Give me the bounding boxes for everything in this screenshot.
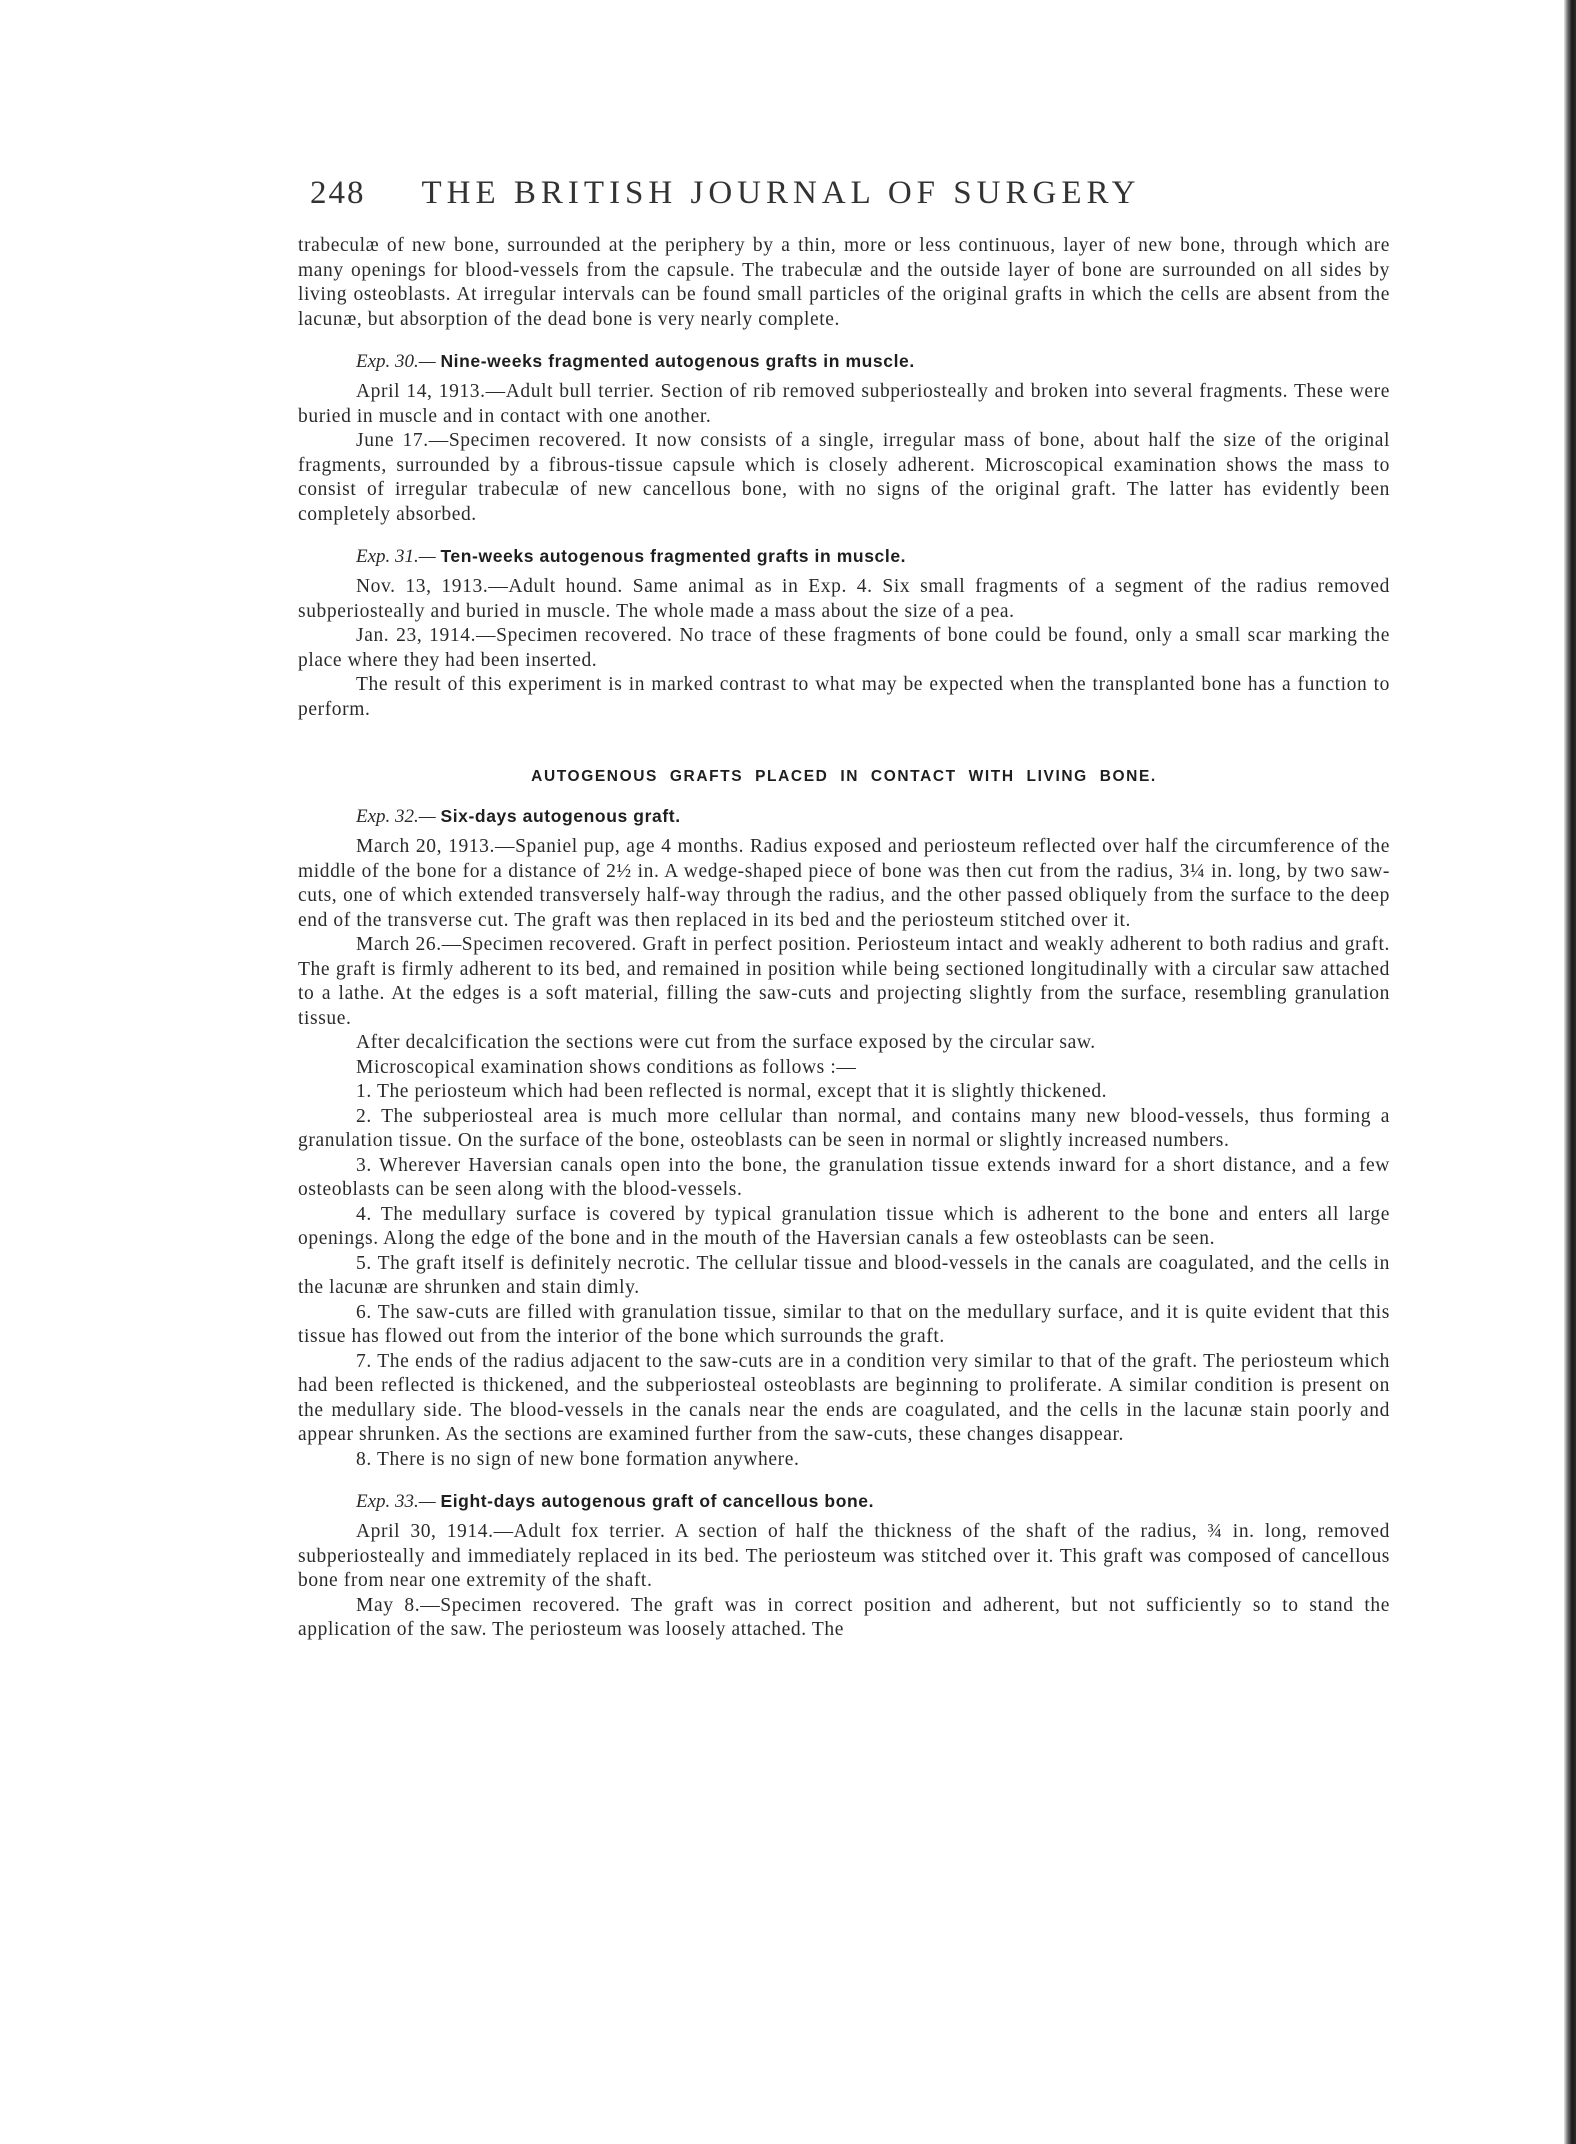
paragraph: The result of this experiment is in marked contrast to what may be expected when the transplanted bone has a function to perform. bbox=[298, 674, 1390, 720]
paragraph: 8. There is no sign of new bone formation anywhere. bbox=[356, 1448, 800, 1470]
experiment-title: Nine-weeks fragmented autogenous grafts in muscle. bbox=[440, 351, 915, 371]
journal-page bbox=[298, 175, 1390, 1643]
paragraph: Nov. 13, 1913.—Adult hound. Same animal as in Exp. 4. Six small fragments of a segment of the radius removed subperiosteally and buried in muscle. The whole made a mass about the size of a pea. bbox=[298, 576, 1390, 622]
experiment-heading bbox=[356, 1489, 1390, 1514]
experiment-heading bbox=[356, 804, 1390, 829]
paragraph: 6. The saw-cuts are filled with granulation tissue, similar to that on the medullary surface, and it is quite evident that this tissue has flowed out from the interior of the bone which surrounds the graft. bbox=[298, 1301, 1390, 1347]
paragraph: 4. The medullary surface is covered by typical granulation tissue which is adherent to the bone and enters all large openings. Along the edge of the bone and in the mouth of the Haversian canals a few osteoblasts can be seen. bbox=[298, 1203, 1390, 1249]
experiment-label: Exp. 31.— bbox=[356, 546, 436, 567]
running-head bbox=[310, 175, 1390, 212]
paragraph: 7. The ends of the radius adjacent to the saw-cuts are in a condition very similar to that of the graft. The periosteum which had been reflected is thickened, and the subperiosteal osteoblasts are beginning to proliferate. A similar condition is present on the medullary side. The blood-vessels in the canals near the ends are coagulated, and the cells in the lacunæ stain poorly and appear shrunken. As the sections are examined further from the saw-cuts, these changes disappear. bbox=[298, 1350, 1390, 1445]
paragraph: Microscopical examination shows conditions as follows :— bbox=[356, 1056, 857, 1078]
page-number: 248 bbox=[310, 175, 366, 211]
paragraph: Jan. 23, 1914.—Specimen recovered. No trace of these fragments of bone could be found, only a small scar marking the place where they had been inserted. bbox=[298, 625, 1390, 671]
paragraph: March 20, 1913.—Spaniel pup, age 4 months. Radius exposed and periosteum reflected over half the circumference of the middle of the bone for a distance of 2½ in. A wedge-shaped piece of bone was then cut from the radius, 3¼ in. long, by two saw-cuts, one of which extended transversely half-way through the radius, and the other passed obliquely from the surface to the deep end of the transverse cut. The graft was then replaced in its bed and the periosteum stitched over it. bbox=[298, 836, 1390, 931]
experiment-label: Exp. 32.— bbox=[356, 806, 436, 827]
paragraph: trabeculæ of new bone, surrounded at the periphery by a thin, more or less continuous, layer of new bone, through which are many openings for blood-vessels from the capsule. The trabeculæ and the outside layer of bone are surrounded on all sides by living osteoblasts. At irregular intervals can be found small particles of the original grafts in which the cells are absent from the lacunæ, but absorption of the dead bone is very nearly complete. bbox=[298, 235, 1390, 330]
experiment-title: Ten-weeks autogenous fragmented grafts in muscle. bbox=[440, 546, 907, 566]
page-edge-shadow bbox=[1564, 0, 1576, 2144]
paragraph: 3. Wherever Haversian canals open into the bone, the granulation tissue extends inward for a short distance, and a few osteoblasts can be seen along with the blood-vessels. bbox=[298, 1154, 1390, 1200]
journal-title: THE BRITISH JOURNAL OF SURGERY bbox=[421, 175, 1141, 211]
experiment-title: Eight-days autogenous graft of cancellous bone. bbox=[440, 1491, 875, 1511]
experiment-heading bbox=[356, 349, 1390, 374]
paragraph: 2. The subperiosteal area is much more cellular than normal, and contains many new blood-vessels, thus forming a granulation tissue. On the surface of the bone, osteoblasts can be seen in normal or slightly increased numbers. bbox=[298, 1105, 1390, 1151]
paragraph: 1. The periosteum which had been reflected is normal, except that it is slightly thickened. bbox=[356, 1081, 1108, 1102]
experiment-title: Six-days autogenous graft. bbox=[440, 806, 681, 826]
paragraph: April 30, 1914.—Adult fox terrier. A section of half the thickness of the shaft of the radius, ¾ in. long, removed subperiosteally and immediately replaced in its bed. The periosteum was stitched over it. This graft was composed of cancellous bone from near one extremity of the shaft. bbox=[298, 1521, 1390, 1591]
paragraph: March 26.—Specimen recovered. Graft in perfect position. Periosteum intact and weakly adherent to both radius and graft. The graft is firmly adherent to its bed, and remained in position while being sectioned longitudinally with a circular saw attached to a lathe. At the edges is a soft material, filling the saw-cuts and projecting slightly from the surface, resembling granulation tissue. bbox=[298, 934, 1390, 1029]
section-heading: AUTOGENOUS GRAFTS PLACED IN CONTACT WITH LIVING BONE. bbox=[531, 768, 1157, 785]
experiment-label: Exp. 33.— bbox=[356, 1491, 436, 1512]
experiment-label: Exp. 30.— bbox=[356, 351, 436, 372]
paragraph: After decalcification the sections were cut from the surface exposed by the circular saw. bbox=[356, 1032, 1096, 1053]
paragraph: 5. The graft itself is definitely necrotic. The cellular tissue and blood-vessels in the canals are coagulated, and the cells in the lacunæ are shrunken and stain dimly. bbox=[298, 1252, 1390, 1298]
article-body bbox=[298, 234, 1390, 1643]
paragraph: May 8.—Specimen recovered. The graft was in correct position and adherent, but not sufficiently so to stand the application of the saw. The periosteum was loosely attached. The bbox=[298, 1594, 1390, 1640]
paragraph: June 17.—Specimen recovered. It now consists of a single, irregular mass of bone, about half the size of the original fragments, surrounded by a fibrous-tissue capsule which is closely adherent. Microscopical examination shows the mass to consist of irregular trabeculæ of new cancellous bone, with no signs of the original graft. The latter has evidently been completely absorbed. bbox=[298, 430, 1390, 525]
experiment-heading bbox=[356, 544, 1390, 569]
paragraph: April 14, 1913.—Adult bull terrier. Section of rib removed subperiosteally and broken into several fragments. These were buried in muscle and in contact with one another. bbox=[298, 381, 1390, 427]
